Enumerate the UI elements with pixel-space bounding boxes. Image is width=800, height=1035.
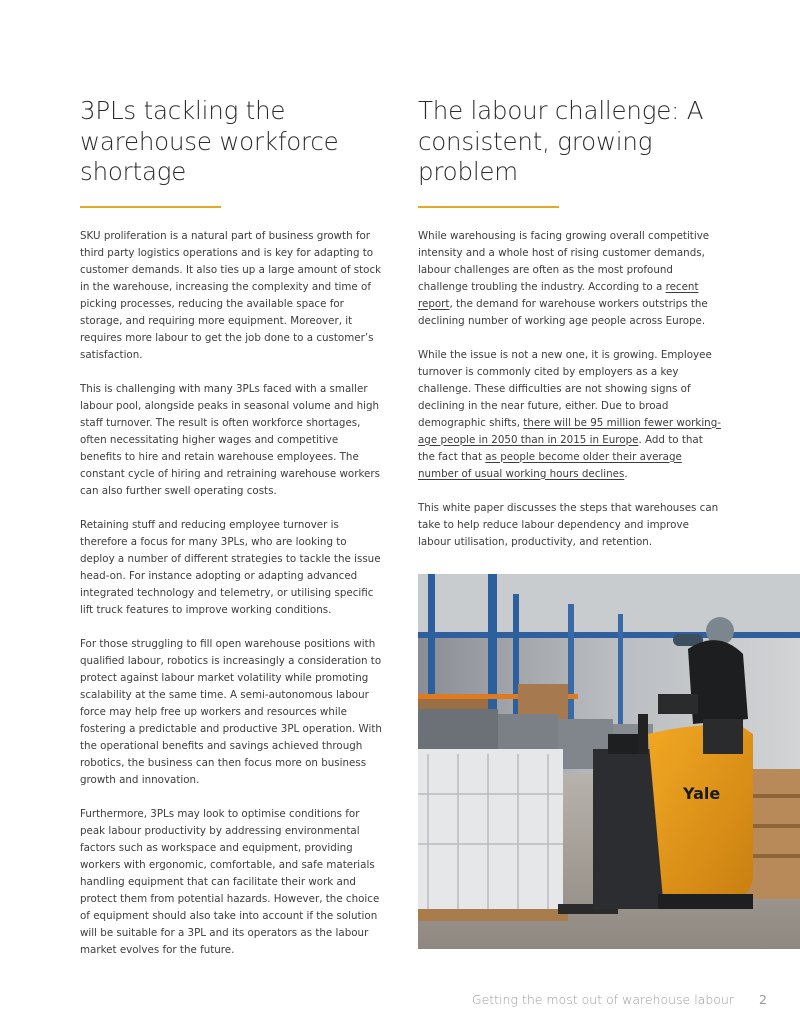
left-heading-rule — [80, 206, 221, 208]
truck-logo: Yale — [683, 784, 721, 803]
footer-doc-title: Getting the most out of warehouse labour — [471, 992, 734, 1007]
right-p2-text-a: While the issue is not a new one, it is growing. Employee turnover is commonly cited by employers as a key challenge. These difficulties are not showing signs of declining in the near future, either. Due to broad demographic shifts, — [418, 348, 712, 429]
left-paragraph-4: For those struggling to fill open warehouse positions with qualified labour, robotics is increasingly a consideration to protect against labour market volatility while promoting scalability at the same time. A semi-autonomous labour force may help free up workers and resources while fostering a predictable and productive 3PL operation. With the operational benefits and savings achieved through robotics, the business can then focus more on business growth and innovation. — [80, 637, 382, 786]
right-p2-text-c: . — [624, 467, 628, 480]
working-hours-link[interactable]: as people become older their average number of usual working hours declines — [418, 450, 682, 480]
left-heading: 3PLs tackling the warehouse workforce shortage — [80, 96, 339, 186]
left-paragraph-2: This is challenging with many 3PLs faced with a smaller labour pool, alongside peaks in seasonal volume and high staff turnover. The result is often workforce shortages, often necessitating higher wages and competitive benefits to hire and retain warehouse employees. The constant cycle of hiring and retraining warehouse workers can also further swell operating costs. — [80, 382, 380, 497]
right-heading-rule — [418, 206, 559, 208]
left-column — [80, 96, 382, 976]
right-p1-text-a: While warehousing is facing growing overall competitive intensity and a whole host of rising customer demands, labour challenges are often as the most profound challenge troubling the industry. According to a — [418, 229, 710, 293]
page-number: 2 — [759, 992, 767, 1007]
right-p2-text-b: . Add to that the fact that — [418, 433, 703, 463]
right-paragraph-3: This white paper discusses the steps that warehouses can take to help reduce labour dependency and improve labour utilisation, productivity, and retention. — [418, 501, 719, 548]
right-heading: The labour challenge: A consistent, growing problem — [418, 96, 704, 186]
right-p1-text-b: , the demand for warehouse workers outstrips the declining number of working age people across Europe. — [418, 297, 708, 327]
right-column — [418, 96, 722, 568]
right-paragraph-1 — [418, 228, 722, 330]
left-paragraph-1: SKU proliferation is a natural part of business growth for third party logistics operations and is key for adapting to customer demands. It also ties up a large amount of stock in the warehouse, increasing the complexity and time of picking processes, reducing the available space for storage, and requiring more equipment. Moreover, it requires more labour to get the job done to a customer’s satisfaction. — [80, 229, 382, 361]
recent-report-link[interactable]: recent report — [418, 280, 699, 310]
right-paragraph-2 — [418, 347, 722, 483]
page-footer — [0, 992, 800, 1010]
left-paragraph-5: Furthermore, 3PLs may look to optimise conditions for peak labour productivity by addressing environmental factors such as workspace and equipment, providing workers with ergonomic, comfortable, and safe materials handling equipment that can facilitate their work and protect them from potential hazards. However, the choice of equipment should also take into account if the solution will be suitable for a 3PL and its operators as the labour market evolves for the future. — [80, 807, 380, 956]
warehouse-photo — [418, 574, 800, 949]
left-paragraph-3: Retaining stuff and reducing employee turnover is therefore a focus for many 3PLs, who are looking to deploy a number of different strategies to tackle the issue head-on. For instance adopting or adapting advanced integrated technology and telemetry, or utilising specific lift truck features to improve working conditions. — [80, 518, 381, 616]
working-age-people-link[interactable]: there will be 95 million fewer working-age people in 2050 than in 2015 in Europe — [418, 416, 721, 446]
